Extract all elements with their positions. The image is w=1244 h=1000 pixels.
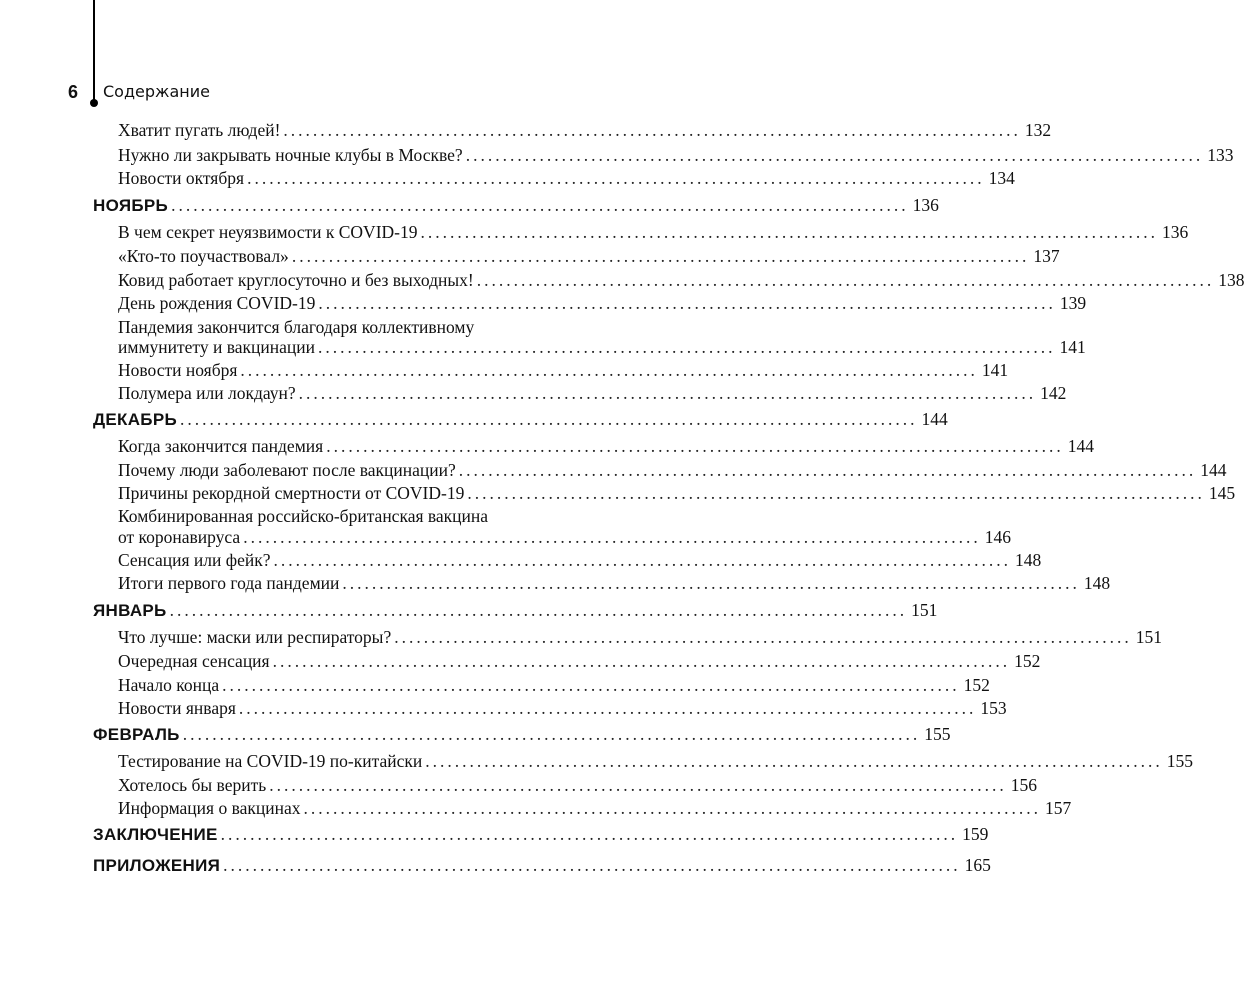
toc-entry-page: 153 (980, 698, 1007, 718)
toc-entry[interactable] (118, 796, 1072, 820)
dot-leader: .................................................................................................... (318, 293, 1056, 313)
toc-entry-page: 152 (963, 675, 990, 695)
toc-section-page: 159 (962, 824, 989, 844)
dot-leader: .................................................................................................... (298, 383, 1037, 403)
toc-entry[interactable] (118, 358, 1009, 382)
toc-entry-title: Новости января (118, 698, 236, 718)
toc-entry-page: 136 (1162, 222, 1189, 242)
toc-entry-title: Когда закончится пандемия (118, 436, 324, 456)
dot-leader: .................................................................................................... (465, 145, 1204, 165)
dot-leader: .................................................................................................... (220, 824, 959, 844)
toc-entry-title: Новости октября (118, 168, 245, 188)
toc-entry[interactable] (118, 673, 990, 697)
toc-section-november[interactable] (93, 193, 939, 218)
toc-entry-page: 151 (1135, 627, 1162, 647)
toc-section-title: НОЯБРЬ (93, 196, 169, 215)
toc-entry[interactable] (118, 625, 1162, 649)
toc-entry-page: 142 (1040, 383, 1067, 403)
dot-leader: .................................................................................................... (243, 527, 981, 547)
toc-entry-page: 148 (1015, 550, 1042, 570)
toc-entry[interactable] (118, 143, 1234, 167)
dot-leader: .................................................................................................... (223, 855, 961, 875)
toc-entry-page: 145 (1208, 483, 1236, 503)
toc-entry[interactable] (118, 381, 1067, 405)
toc-entry[interactable] (118, 749, 1193, 773)
dot-leader: .................................................................................................... (247, 168, 985, 188)
dot-leader: .................................................................................................... (476, 270, 1215, 290)
toc-section-february[interactable] (93, 722, 951, 747)
toc-entry-page: 152 (1014, 651, 1041, 671)
page-number: 6 (68, 82, 79, 102)
dot-leader: .................................................................................................... (425, 751, 1163, 771)
dot-leader: .................................................................................................... (273, 550, 1012, 570)
toc-entry-page: 133 (1207, 145, 1234, 165)
toc-entry-title: Очередная сенсация (118, 651, 270, 671)
toc-section-page: 136 (912, 195, 939, 215)
toc-entry-title: В чем секрет неуязвимости к COVID-19 (118, 222, 418, 242)
toc-entry-page: 146 (984, 527, 1011, 547)
toc-entry-title: Итоги первого года пандемии (118, 573, 340, 593)
toc-entry[interactable] (118, 118, 1052, 142)
toc-section-december[interactable] (93, 407, 948, 432)
dot-leader: .................................................................................................... (182, 724, 921, 744)
dot-leader: .................................................................................................... (179, 409, 918, 429)
toc-entry-page: 137 (1033, 246, 1060, 266)
toc-section-page: 144 (921, 409, 948, 429)
dot-leader: .................................................................................................... (291, 246, 1030, 266)
dot-leader: .................................................................................................... (394, 627, 1132, 647)
toc-entry[interactable] (118, 434, 1094, 458)
toc-entry-page: 144 (1067, 436, 1094, 456)
dot-leader: .................................................................................................... (458, 460, 1197, 480)
running-title: Содержание (103, 82, 210, 101)
dot-leader: .................................................................................................... (467, 483, 1205, 503)
dot-leader: .................................................................................................... (222, 675, 960, 695)
toc-entry-title: День рождения COVID-19 (118, 293, 316, 313)
toc-entry-title: Нужно ли закрывать ночные клубы в Москве? (118, 145, 463, 165)
toc-entry-title: Что лучше: маски или респираторы? (118, 627, 392, 647)
dot-leader: .................................................................................................... (342, 573, 1080, 593)
toc-entry-title: Полумера или локдаун? (118, 383, 296, 403)
toc-entry[interactable] (118, 244, 1060, 268)
toc-entry-title: «Кто-то поучаствовал» (118, 246, 289, 266)
dot-leader: .................................................................................................... (238, 698, 977, 718)
dot-leader: .................................................................................................... (269, 775, 1007, 795)
dot-leader: .................................................................................................... (272, 651, 1011, 671)
toc-entry-page: 138 (1218, 270, 1244, 290)
toc-section-appendices[interactable] (93, 853, 991, 878)
toc-entry-page: 155 (1166, 751, 1193, 771)
toc-section-conclusion[interactable] (93, 822, 989, 847)
toc-entry-page: 141 (981, 360, 1009, 380)
toc-entry-title: Ковид работает круглосуточно и без выходных! (118, 270, 474, 290)
toc-entry-page: 132 (1024, 120, 1052, 140)
toc-entry[interactable] (118, 268, 1244, 292)
toc-entry-title: Почему люди заболевают после вакцинации? (118, 460, 456, 480)
dot-leader: .................................................................................................... (283, 120, 1021, 140)
toc-section-title: ДЕКАБРЬ (93, 410, 177, 429)
toc-section-january[interactable] (93, 598, 938, 623)
toc-entry-title: Хватит пугать людей! (118, 120, 281, 140)
toc-entry-title-line1: Пандемия закончится благодаря коллективному (118, 317, 475, 337)
dot-leader: .................................................................................................... (171, 195, 909, 215)
toc-section-title: ЗАКЛЮЧЕНИЕ (93, 825, 218, 844)
toc-entry-page: 139 (1059, 293, 1087, 313)
toc-entry[interactable] (118, 220, 1189, 244)
dot-leader: .................................................................................................... (169, 600, 908, 620)
toc-entry[interactable] (118, 773, 1037, 797)
toc-entry[interactable] (118, 291, 1087, 315)
toc-entry-title: Начало конца (118, 675, 220, 695)
toc-entry[interactable] (118, 481, 1236, 505)
toc-entry-title: Причины рекордной смертности от COVID-19 (118, 483, 465, 503)
toc-section-page: 151 (911, 600, 938, 620)
toc-section-title: ЯНВАРЬ (93, 601, 167, 620)
toc-section-page: 165 (964, 855, 991, 875)
toc-entry-title-line1: Комбинированная российско-британская вакцина (118, 506, 489, 526)
toc-entry[interactable] (118, 571, 1111, 595)
toc-entry-title: от коронавируса (118, 527, 241, 547)
toc-entry-title: Тестирование на COVID-19 по-китайски (118, 751, 423, 771)
dot-leader: .................................................................................................... (420, 222, 1158, 242)
toc-section-page: 155 (924, 724, 951, 744)
toc-entry-page: 141 (1059, 337, 1086, 357)
toc-entry-page: 144 (1200, 460, 1227, 480)
dot-leader: .................................................................................................... (317, 337, 1056, 357)
toc-entry-title: Новости ноября (118, 360, 238, 380)
toc-entry-page: 157 (1045, 798, 1072, 818)
toc-entry-title: Хотелось бы верить (118, 775, 267, 795)
toc-entry[interactable] (118, 696, 1007, 720)
dot-leader: .................................................................................................... (326, 436, 1064, 456)
toc-entry-title: Сенсация или фейк? (118, 550, 271, 570)
toc-entry[interactable] (118, 649, 1041, 673)
toc-entry-title: Информация о вакцинах (118, 798, 301, 818)
toc-section-title: ФЕВРАЛЬ (93, 725, 180, 744)
toc-entry[interactable] (118, 548, 1042, 572)
toc-entry-page: 156 (1010, 775, 1037, 795)
dot-leader: .................................................................................................... (240, 360, 978, 380)
toc-entry[interactable] (118, 166, 1015, 190)
toc-entry[interactable] (118, 335, 1086, 359)
toc-entry-page: 148 (1083, 573, 1111, 593)
toc-section-title: ПРИЛОЖЕНИЯ (93, 856, 221, 875)
dot-leader: .................................................................................................... (303, 798, 1041, 818)
toc-entry-title: иммунитету и вакцинации (118, 337, 315, 357)
toc-entry[interactable] (118, 525, 1011, 549)
toc-entry[interactable] (118, 458, 1227, 482)
toc-entry-page: 134 (988, 168, 1015, 188)
